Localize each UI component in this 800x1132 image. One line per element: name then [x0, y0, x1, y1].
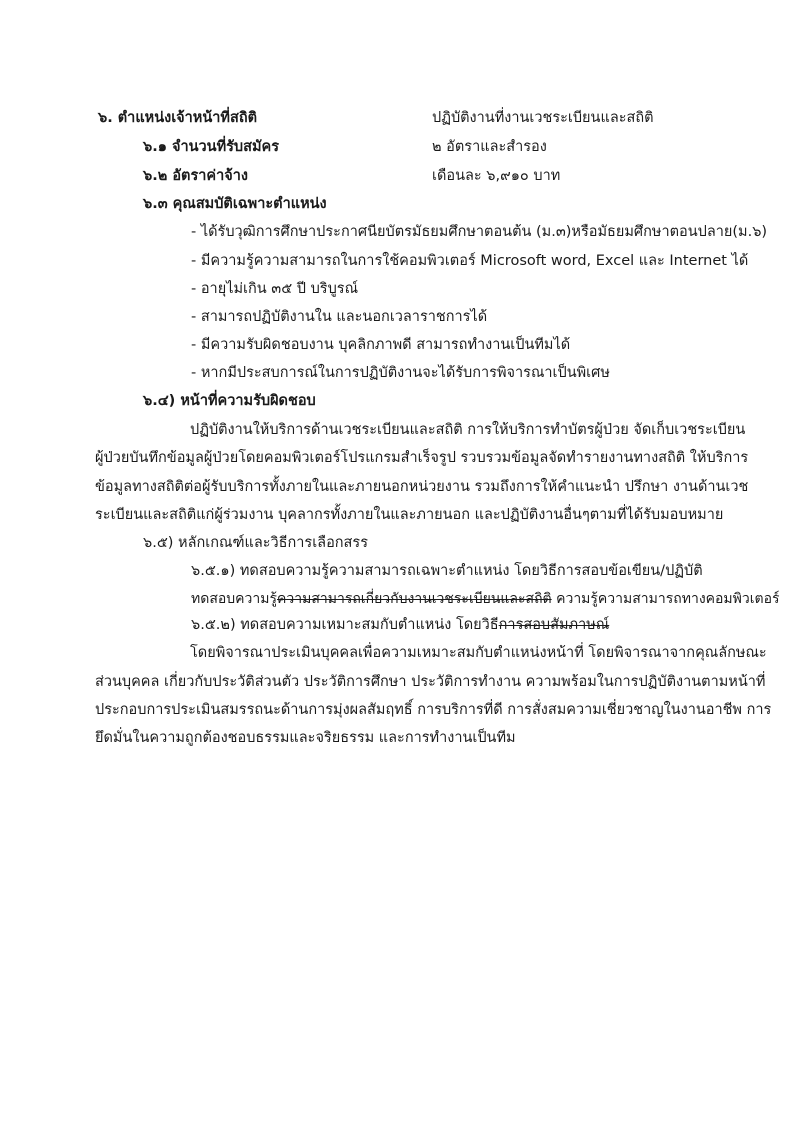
evaluation-line: ยึดมั่นในความถูกต้องชอบธรรมและจริยธรรม และการทำงานเป็นทีม — [95, 730, 516, 746]
qualification-item: - มีความรับผิดชอบงาน บุคลิกภาพดี สามารถทำงานเป็นทีมได้ — [191, 337, 571, 353]
qualification-item: - สามารถปฏิบัติงานใน และนอกเวลาราชการได้ — [191, 309, 488, 325]
qualification-item: - มีความรู้ความสามารถในการใช้คอมพิวเตอร์ Microsoft word, Excel และ Internet ได้ — [191, 253, 749, 269]
qualification-item: - หากมีประสบการณ์ในการปฏิบัติงานจะได้รับการพิจารณาเป็นพิเศษ — [191, 365, 610, 381]
selection-item-2 — [191, 615, 609, 635]
qualifications-heading: ๖.๓ คุณสมบัติเฉพาะตำแหน่ง — [143, 196, 327, 212]
selection-item-1: ๖.๕.๑) ทดสอบความรู้ความสามารถเฉพาะตำแหน่ง โดยวิธีการสอบข้อเขียน/ปฏิบัติ — [191, 563, 703, 579]
evaluation-line: ส่วนบุคคล เกี่ยวกับประวัติส่วนตัว ประวัติการศึกษา ประวัติการทำงาน ความพร้อมในการปฏิบัติงานตามหน้าที่ — [95, 674, 766, 690]
duties-line: ข้อมูลทางสถิติต่อผู้รับบริการทั้งภายในและภายนอกหน่วยงาน รวมถึงการให้คำแนะนำ ปรึกษา งานด้านเวช — [95, 479, 749, 495]
selection-item-1-struck-text: ความสามารถเกี่ยวกับงานเวชระเบียนและสถิติ — [277, 591, 552, 607]
selection-item-2-struck-text: การสอบสัมภาษณ์ — [498, 617, 610, 633]
selection-item-1-suffix: ความรู้ความสามารถทางคอมพิวเตอร์ — [551, 591, 780, 607]
wage-label: ๖.๒ อัตราค่าจ้าง — [143, 168, 248, 184]
selection-item-2-text: ๖.๕.๒) ทดสอบความเหมาะสมกับตำแหน่ง โดยวิธี — [191, 617, 499, 633]
duties-heading: ๖.๔) หน้าที่ความรับผิดชอบ — [143, 393, 316, 409]
section-title: ๖. ตำแหน่งเจ้าหน้าที่สถิติ — [98, 110, 258, 126]
duties-line: ระเบียนและสถิติแก่ผู้ร่วมงาน บุคลากรทั้งภายในและภายนอก และปฏิบัติงานอื่นๆตามที่ได้รับมอบหมาย — [95, 507, 724, 523]
duties-line: ปฏิบัติงานให้บริการด้านเวชระเบียนและสถิติ การให้บริการทำบัตรผู้ป่วย จัดเก็บเวชระเบียน — [190, 422, 746, 438]
vacancy-value: ๒ อัตราและสำรอง — [432, 139, 547, 155]
selection-item-1-prefix: ทดสอบความรู้ — [191, 591, 277, 607]
qualification-item: - ได้รับวุฒิการศึกษาประกาศนียบัตรมัธยมศึกษาตอนต้น (ม.๓)หรือมัธยมศึกษาตอนปลาย(ม.๖) — [191, 224, 768, 240]
evaluation-line: โดยพิจารณาประเมินบุคคลเพื่อความเหมาะสมกับตำแหน่งหน้าที่ โดยพิจารณาจากคุณลักษณะ — [190, 645, 767, 661]
section-title-value: ปฏิบัติงานที่งานเวชระเบียนและสถิติ — [432, 110, 654, 126]
qualification-item: - อายุไม่เกิน ๓๕ ปี บริบูรณ์ — [191, 281, 359, 297]
wage-value: เดือนละ ๖,๙๑๐ บาท — [432, 168, 561, 184]
duties-line: ผู้ป่วยบันทึกข้อมูลผู้ป่วยโดยคอมพิวเตอร์โปรแกรมสำเร็จรูป รวบรวมข้อมูลจัดทำรายงานทางสถิติ ให้บริการ — [95, 450, 749, 466]
selection-item-1-detail — [191, 589, 780, 609]
evaluation-line: ประกอบการประเมินสมรรถนะด้านการมุ่งผลสัมฤทธิ์ การบริการที่ดี การสั่งสมความเชี่ยวชาญในงานอาชีพ การ — [95, 702, 772, 718]
selection-heading: ๖.๕) หลักเกณฑ์และวิธีการเลือกสรร — [143, 535, 368, 551]
vacancy-label: ๖.๑ จำนวนที่รับสมัคร — [143, 139, 280, 155]
